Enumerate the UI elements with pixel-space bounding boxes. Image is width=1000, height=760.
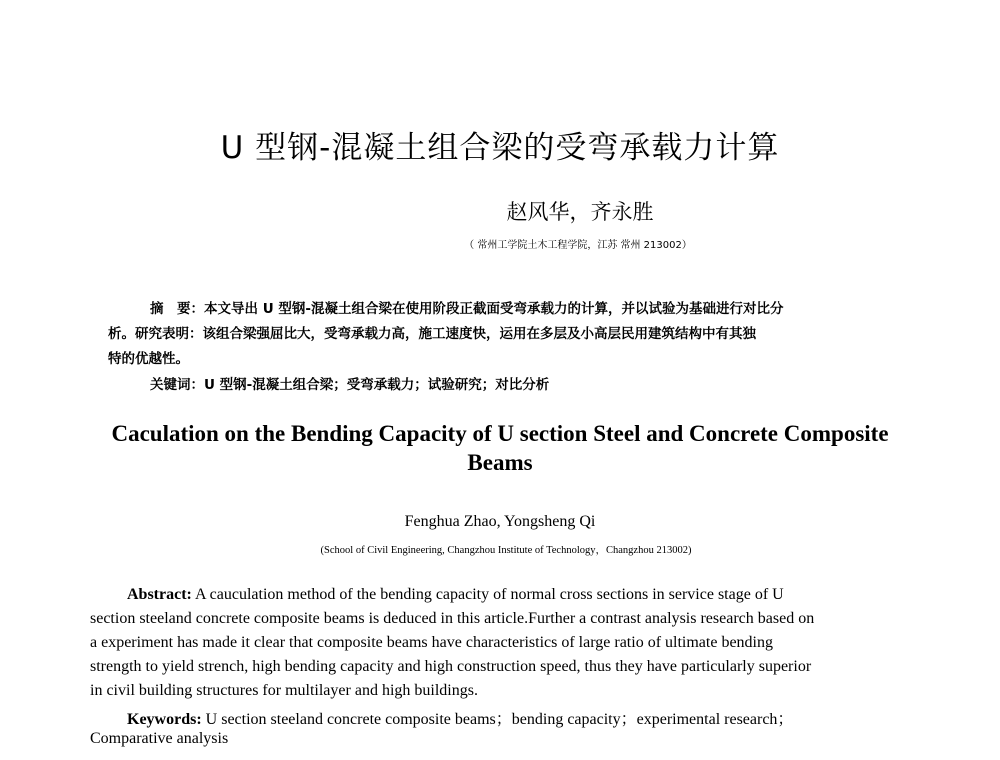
paper-title-en-line-2: Beams xyxy=(467,450,533,475)
keywords-text: U 型钢-混凝土组合梁；受弯承载力；试验研究；对比分析 xyxy=(204,377,550,393)
keywords-label-cn: 关键词： xyxy=(150,377,204,393)
affiliation-cn: （ 常州工学院土木工程学院，江苏 常州 213002） xyxy=(464,240,692,251)
authors-en: Fenghua Zhao, Yongsheng Qi xyxy=(404,513,596,530)
abstract-cn-line-2: 析。研究表明：该组合梁强屈比大，受弯承载力高，施工速度快，运用在多层及小高层民用建筑结构中有其独 xyxy=(108,326,756,342)
keywords-label-en: Keywords: xyxy=(127,711,202,728)
paper-title-cn: U 型钢-混凝土组合梁的受弯承载力计算 xyxy=(220,130,780,166)
authors-cn: 赵风华，齐永胜 xyxy=(506,200,654,224)
affiliation-en: (School of Civil Engineering, Changzhou Institute of Technology，Changzhou 213002) xyxy=(320,545,692,556)
abstract-cn-line-1 xyxy=(150,297,783,317)
keywords-en-line-2: Comparative analysis xyxy=(90,730,229,747)
abstract-cn-line-3: 特的优越性。 xyxy=(108,351,189,367)
paper-title-en-line-1: Caculation on the Bending Capacity of U section Steel and Concrete Composite xyxy=(111,421,889,446)
keywords-cn xyxy=(150,373,549,393)
abstract-en-line-4: strength to yield strench, high bending capacity and high construction speed, thus they have particularly superior xyxy=(90,658,812,675)
abstract-text: 本文导出 U 型钢-混凝土组合梁在使用阶段正截面受弯承载力的计算，并以试验为基础进行对比分 xyxy=(204,301,784,317)
abstract-text: A cauculation method of the bending capacity of normal cross sections in service stage of U xyxy=(191,586,784,603)
keywords-text: U section steeland concrete composite beams；bending capacity；experimental research； xyxy=(201,711,794,728)
abstract-en-line-1 xyxy=(127,586,784,604)
abstract-en-line-3: a experiment has made it clear that composite beams have characteristics of large ratio of ultimate bending xyxy=(90,634,773,651)
keywords-en-line-1 xyxy=(127,706,793,729)
abstract-en-line-2: section steeland concrete composite beams is deduced in this article.Further a contrast analysis research based on xyxy=(90,610,815,627)
abstract-en-line-5: in civil building structures for multilayer and high buildings. xyxy=(90,682,478,699)
abstract-label-en: Abstract: xyxy=(127,586,192,603)
abstract-label-cn: 摘 要： xyxy=(150,301,204,317)
